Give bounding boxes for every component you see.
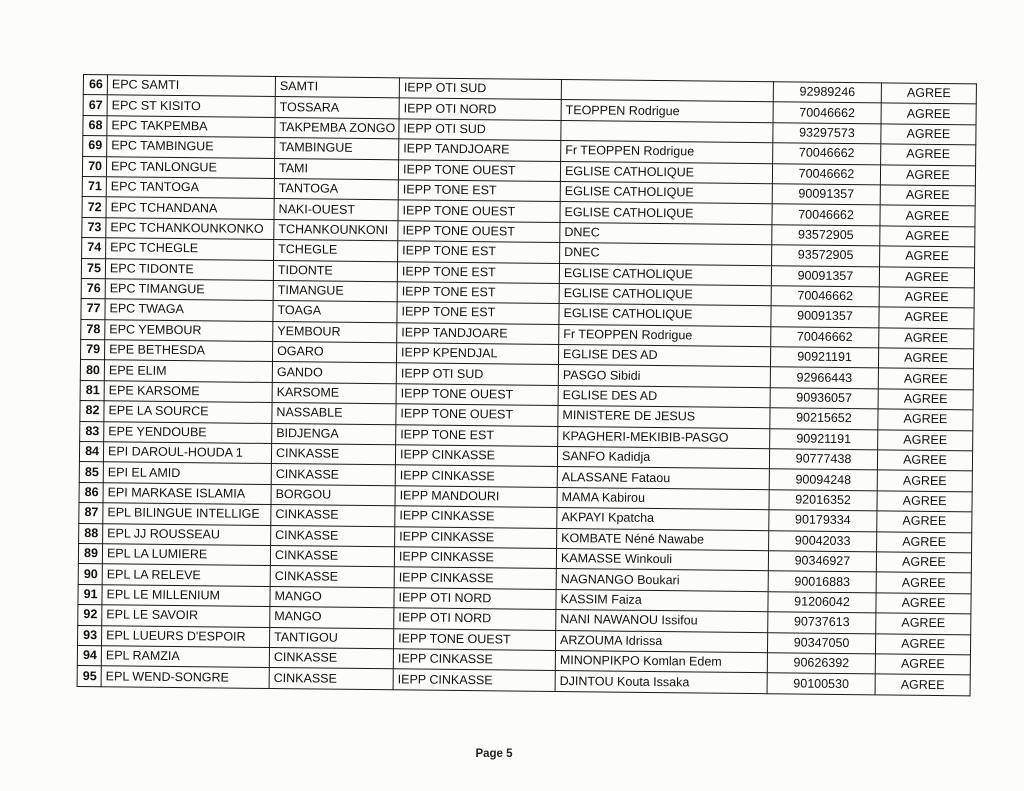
locality-cell: TAKPEMBA ZONGO	[275, 117, 399, 139]
promoter-cell: ALASSANE Fataou	[557, 467, 769, 490]
status-cell: AGREE	[880, 164, 975, 185]
status-cell: AGREE	[878, 409, 973, 430]
promoter-cell: KPAGHERI-MEKIBIB-PASGO	[558, 426, 770, 449]
promoter-cell: Fr TEOPPEN Rodrigue	[561, 141, 773, 164]
phone-number-cell: 70046662	[771, 286, 879, 308]
status-cell: AGREE	[881, 144, 976, 165]
status-cell: AGREE	[878, 429, 973, 450]
school-registry-table	[77, 74, 977, 696]
status-cell: AGREE	[877, 511, 972, 532]
inspection-cell: IEPP TONE OUEST	[393, 628, 555, 650]
table-body	[77, 75, 976, 696]
locality-cell: BIDJENGA	[272, 423, 396, 445]
promoter-cell: Fr TEOPPEN Rodrigue	[559, 324, 771, 347]
locality-cell: TAMBINGUE	[275, 138, 399, 160]
promoter-cell: DNEC	[560, 222, 772, 245]
phone-number-cell: 90100530	[767, 673, 875, 695]
row-number-cell: 73	[82, 217, 106, 238]
phone-number-cell: 70046662	[773, 143, 881, 165]
inspection-cell: IEPP CINKASSE	[394, 567, 556, 589]
inspection-cell: IEPP TONE EST	[396, 424, 558, 446]
row-number-cell: 90	[78, 564, 102, 585]
promoter-cell: EGLISE CATHOLIQUE	[560, 161, 772, 184]
row-number-cell: 78	[81, 319, 105, 340]
school-name-cell: EPC TAKPEMBA	[107, 116, 275, 138]
phone-number-cell: 90042033	[769, 530, 877, 552]
status-cell: AGREE	[881, 103, 976, 124]
promoter-cell	[561, 120, 773, 143]
phone-number-cell: 90215652	[770, 408, 878, 430]
status-cell: AGREE	[881, 124, 976, 145]
school-name-cell: EPL JJ ROUSSEAU	[103, 523, 271, 545]
row-number-cell: 91	[78, 584, 102, 605]
row-number-cell: 67	[83, 95, 107, 116]
inspection-cell: IEPP OTI NORD	[399, 98, 561, 120]
inspection-cell: IEPP OTI NORD	[394, 608, 556, 630]
row-number-cell: 88	[79, 523, 103, 544]
promoter-cell: EGLISE DES AD	[558, 385, 770, 408]
inspection-cell: IEPP TONE OUEST	[398, 221, 560, 243]
school-name-cell: EPE BETHESDA	[105, 340, 273, 362]
promoter-cell: KAMASSE Winkouli	[556, 548, 768, 571]
phone-number-cell: 93572905	[772, 245, 880, 267]
phone-number-cell: 92966443	[770, 367, 878, 389]
phone-number-cell: 90094248	[769, 469, 877, 491]
phone-number-cell: 93572905	[772, 224, 880, 246]
locality-cell: SAMTI	[275, 77, 399, 99]
row-number-cell: 77	[81, 299, 105, 320]
row-number-cell: 93	[78, 625, 102, 646]
school-registry-table-wrap	[77, 74, 976, 696]
status-cell: AGREE	[877, 470, 972, 491]
promoter-cell: AKPAYI Kpatcha	[557, 508, 769, 531]
phone-number-cell: 70046662	[771, 326, 879, 348]
locality-cell: YEMBOUR	[273, 321, 397, 343]
school-name-cell: EPC TCHANDANA	[106, 197, 274, 219]
row-number-cell: 76	[81, 278, 105, 299]
inspection-cell: IEPP OTI SUD	[399, 78, 561, 100]
school-name-cell: EPL LUEURS D'ESPOIR	[102, 625, 270, 647]
school-name-cell: EPC TCHEGLE	[106, 238, 274, 260]
locality-cell: TANTOGA	[274, 178, 398, 200]
promoter-cell: DJINTOU Kouta Issaka	[555, 671, 767, 694]
promoter-cell: EGLISE CATHOLIQUE	[560, 202, 772, 225]
inspection-cell: IEPP CINKASSE	[393, 669, 555, 691]
status-cell: AGREE	[880, 205, 975, 226]
status-cell: AGREE	[878, 348, 973, 369]
locality-cell: TAMI	[274, 158, 398, 180]
school-name-cell: EPC TIDONTE	[105, 258, 273, 280]
phone-number-cell: 90016883	[768, 571, 876, 593]
status-cell: AGREE	[876, 613, 971, 634]
locality-cell: TANTIGOU	[270, 627, 394, 649]
locality-cell: TCHANKOUNKONI	[274, 219, 398, 241]
status-cell: AGREE	[876, 593, 971, 614]
phone-number-cell: 90091357	[771, 306, 879, 328]
promoter-cell: SANFO Kadidja	[557, 447, 769, 470]
row-number-cell: 83	[80, 421, 104, 442]
phone-number-cell: 90921191	[770, 428, 878, 450]
phone-number-cell: 90091357	[771, 265, 879, 287]
school-name-cell: EPE ELIM	[104, 360, 272, 382]
status-cell: AGREE	[877, 491, 972, 512]
phone-number-cell: 90179334	[769, 510, 877, 532]
locality-cell: CINKASSE	[271, 505, 395, 527]
inspection-cell: IEPP CINKASSE	[395, 506, 557, 528]
status-cell: AGREE	[879, 328, 974, 349]
locality-cell: TCHEGLE	[274, 240, 398, 262]
row-number-cell: 79	[81, 340, 105, 361]
inspection-cell: IEPP OTI SUD	[396, 363, 558, 385]
status-cell: AGREE	[877, 531, 972, 552]
status-cell: AGREE	[875, 674, 970, 695]
inspection-cell: IEPP TONE OUEST	[396, 404, 558, 426]
school-name-cell: EPL RAMZIA	[101, 646, 269, 668]
locality-cell: TOSSARA	[275, 97, 399, 119]
page-number: Page 5	[475, 748, 513, 760]
phone-number-cell: 70046662	[773, 102, 881, 124]
school-name-cell: EPC YEMBOUR	[105, 319, 273, 341]
locality-cell: BORGOU	[271, 484, 395, 506]
inspection-cell: IEPP TONE OUEST	[398, 159, 560, 181]
promoter-cell: ARZOUMA Idrissa	[555, 630, 767, 653]
inspection-cell: IEPP MANDOURI	[395, 486, 557, 508]
school-name-cell: EPC TCHANKOUNKONKO	[106, 217, 274, 239]
locality-cell: CINKASSE	[271, 464, 395, 486]
status-cell: AGREE	[878, 368, 973, 389]
row-number-cell: 84	[79, 442, 103, 463]
status-cell: AGREE	[879, 266, 974, 287]
phone-number-cell: 91206042	[768, 591, 876, 613]
status-cell: AGREE	[876, 552, 971, 573]
phone-number-cell: 70046662	[772, 204, 880, 226]
row-number-cell: 89	[78, 543, 102, 564]
promoter-cell	[561, 80, 773, 103]
inspection-cell: IEPP OTI SUD	[399, 119, 561, 141]
inspection-cell: IEPP CINKASSE	[395, 445, 557, 467]
status-cell: AGREE	[881, 83, 976, 104]
promoter-cell: EGLISE CATHOLIQUE	[559, 263, 771, 286]
school-name-cell: EPL LE MILLENIUM	[102, 584, 270, 606]
phone-number-cell: 90346927	[768, 551, 876, 573]
row-number-cell: 92	[78, 605, 102, 626]
school-name-cell: EPC TIMANGUE	[105, 279, 273, 301]
row-number-cell: 74	[82, 238, 106, 259]
phone-number-cell: 90626392	[767, 653, 875, 675]
status-cell: AGREE	[876, 572, 971, 593]
phone-number-cell: 90921191	[770, 347, 878, 369]
promoter-cell: TEOPPEN Rodrigue	[561, 100, 773, 123]
inspection-cell: IEPP TANDJOARE	[397, 322, 559, 344]
locality-cell: TIDONTE	[273, 260, 397, 282]
locality-cell: KARSOME	[272, 382, 396, 404]
school-name-cell: EPC TANLONGUE	[106, 156, 274, 178]
row-number-cell: 70	[82, 156, 106, 177]
row-number-cell: 72	[82, 197, 106, 218]
phone-number-cell: 90777438	[769, 449, 877, 471]
inspection-cell: IEPP TONE EST	[398, 180, 560, 202]
locality-cell: TIMANGUE	[273, 280, 397, 302]
row-number-cell: 71	[82, 176, 106, 197]
school-name-cell: EPE LA SOURCE	[104, 401, 272, 423]
promoter-cell: DNEC	[560, 243, 772, 266]
phone-number-cell: 92989246	[773, 82, 881, 104]
page-footer	[0, 748, 1024, 760]
school-name-cell: EPL LA RELEVE	[102, 564, 270, 586]
promoter-cell: NAGNANGO Boukari	[556, 569, 768, 592]
row-number-cell: 85	[79, 462, 103, 483]
locality-cell: CINKASSE	[270, 566, 394, 588]
promoter-cell: EGLISE CATHOLIQUE	[559, 304, 771, 327]
locality-cell: NASSABLE	[272, 403, 396, 425]
phone-number-cell: 92016352	[769, 490, 877, 512]
promoter-cell: MINONPIKPO Komlan Edem	[555, 650, 767, 673]
status-cell: AGREE	[878, 389, 973, 410]
promoter-cell: EGLISE CATHOLIQUE	[559, 283, 771, 306]
row-number-cell: 80	[80, 360, 104, 381]
locality-cell: TOAGA	[273, 301, 397, 323]
phone-number-cell: 90347050	[767, 632, 875, 654]
row-number-cell: 95	[77, 666, 101, 687]
row-number-cell: 66	[83, 75, 107, 96]
status-cell: AGREE	[879, 307, 974, 328]
inspection-cell: IEPP TONE OUEST	[398, 200, 560, 222]
school-name-cell: EPL LA LUMIERE	[102, 544, 270, 566]
school-name-cell: EPC ST KISITO	[107, 95, 275, 117]
inspection-cell: IEPP CINKASSE	[394, 547, 556, 569]
status-cell: AGREE	[875, 654, 970, 675]
row-number-cell: 94	[77, 645, 101, 666]
locality-cell: CINKASSE	[271, 444, 395, 466]
school-name-cell: EPL WEND-SONGRE	[101, 666, 269, 688]
phone-number-cell: 93297573	[773, 123, 881, 145]
school-name-cell: EPC TAMBINGUE	[107, 136, 275, 158]
promoter-cell: EGLISE DES AD	[558, 345, 770, 368]
inspection-cell: IEPP TANDJOARE	[399, 139, 561, 161]
row-number-cell: 86	[79, 482, 103, 503]
school-name-cell: EPI EL AMID	[103, 462, 271, 484]
promoter-cell: NANI NAWANOU Issifou	[556, 610, 768, 633]
status-cell: AGREE	[875, 633, 970, 654]
promoter-cell: MINISTERE DE JESUS	[558, 406, 770, 429]
promoter-cell: KOMBATE Néné Nawabe	[557, 528, 769, 551]
status-cell: AGREE	[880, 226, 975, 247]
locality-cell: NAKI-OUEST	[274, 199, 398, 221]
row-number-cell: 69	[83, 136, 107, 157]
inspection-cell: IEPP TONE EST	[397, 302, 559, 324]
locality-cell: CINKASSE	[271, 525, 395, 547]
inspection-cell: IEPP TONE EST	[397, 261, 559, 283]
school-name-cell: EPC TANTOGA	[106, 177, 274, 199]
promoter-cell: PASGO Sibidi	[558, 365, 770, 388]
school-name-cell: EPC TWAGA	[105, 299, 273, 321]
inspection-cell: IEPP TONE OUEST	[396, 384, 558, 406]
school-name-cell: EPI DAROUL-HOUDA 1	[103, 442, 271, 464]
phone-number-cell: 90091357	[772, 184, 880, 206]
locality-cell: MANGO	[270, 607, 394, 629]
school-name-cell: EPL LE SAVOIR	[102, 605, 270, 627]
locality-cell: CINKASSE	[270, 545, 394, 567]
promoter-cell: EGLISE CATHOLIQUE	[560, 181, 772, 204]
row-number-cell: 68	[83, 115, 107, 136]
school-name-cell: EPI MARKASE ISLAMIA	[103, 483, 271, 505]
phone-number-cell: 90936057	[770, 388, 878, 410]
school-name-cell: EPE YENDOUBE	[104, 421, 272, 443]
locality-cell: CINKASSE	[269, 647, 393, 669]
promoter-cell: KASSIM Faiza	[556, 589, 768, 612]
school-name-cell: EPL BILINGUE INTELLIGE	[103, 503, 271, 525]
status-cell: AGREE	[879, 287, 974, 308]
phone-number-cell: 90737613	[768, 612, 876, 634]
status-cell: AGREE	[880, 246, 975, 267]
phone-number-cell: 70046662	[772, 163, 880, 185]
school-name-cell: EPC SAMTI	[107, 75, 275, 97]
inspection-cell: IEPP CINKASSE	[395, 526, 557, 548]
row-number-cell: 87	[79, 503, 103, 524]
status-cell: AGREE	[877, 450, 972, 471]
locality-cell: CINKASSE	[269, 668, 393, 690]
status-cell: AGREE	[880, 185, 975, 206]
row-number-cell: 75	[81, 258, 105, 279]
locality-cell: OGARO	[272, 342, 396, 364]
locality-cell: GANDO	[272, 362, 396, 384]
school-name-cell: EPE KARSOME	[104, 381, 272, 403]
inspection-cell: IEPP CINKASSE	[393, 649, 555, 671]
row-number-cell: 82	[80, 401, 104, 422]
inspection-cell: IEPP TONE EST	[397, 282, 559, 304]
row-number-cell: 81	[80, 380, 104, 401]
locality-cell: MANGO	[270, 586, 394, 608]
inspection-cell: IEPP CINKASSE	[395, 465, 557, 487]
inspection-cell: IEPP KPENDJAL	[396, 343, 558, 365]
inspection-cell: IEPP TONE EST	[398, 241, 560, 263]
promoter-cell: MAMA Kabirou	[557, 487, 769, 510]
inspection-cell: IEPP OTI NORD	[394, 588, 556, 610]
